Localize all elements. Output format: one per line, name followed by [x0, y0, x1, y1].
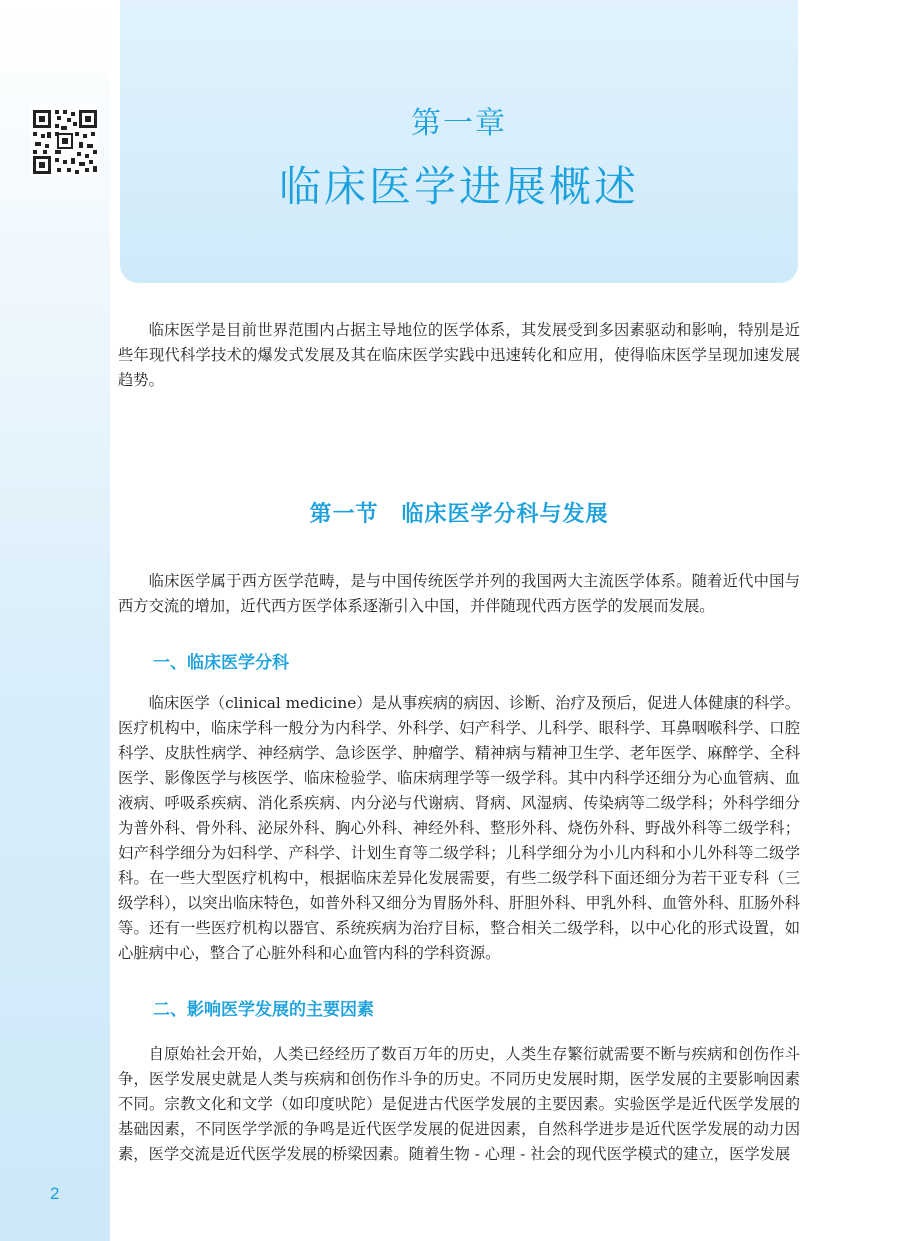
section-intro-paragraph: 临床医学属于西方医学范畴，是与中国传统医学并列的我国两大主流医学体系。随着近代中国与西方交流的增加，近代西方医学体系逐渐引入中国，并伴随现代西方医学的发展而发展。	[118, 572, 800, 615]
chapter-number: 第一章	[411, 106, 507, 141]
chapter-header-banner	[120, 0, 798, 283]
chapter-title: 临床医学进展概述	[278, 162, 639, 211]
subsection-title-classification: 一、临床医学分科	[153, 653, 289, 673]
subsection-paragraph-classification: 临床医学（clinical medicine）是从事疾病的病因、诊断、治疗及预后，促进人体健康的科学。医疗机构中，临床学科一般分为内科学、外科学、妇产科学、儿科学、眼科学、耳鼻咽喉科学、口腔科学、皮肤性病学、神经病学、急诊医学、肿瘤学、精神病与精神卫生学、老年医学、麻醉学、全科医学、影像医学与核医学、临床检验学、临床病理学等一级学科。其中内科学还细分为心血管病、血液病、呼吸系疾病、消化系疾病、内分泌与代谢病、肾病、风湿病、传染病等二级学科；外科学细分为普外科、骨外科、泌尿外科、胸心外科、神经外科、整形外科、烧伤外科、野战外科等二级学科；妇产科学细分为妇科学、产科学、计划生育等二级学科；儿科学细分为小儿内科和小儿外科等二级学科。在一些大型医疗机构中，根据临床差异化发展需要，有些二级学科下面还细分为若干亚专科（三级学科），以突出临床特色，如普外科又细分为胃肠外科、肝胆外科、甲乳外科、血管外科、肛肠外科等。还有一些医疗机构以器官、系统疾病为治疗目标，整合相关二级学科，以中心化的形式设置，如心脏病中心，整合了心脏外科和心血管内科的学科资源。	[118, 694, 800, 962]
qr-code-icon	[31, 104, 99, 176]
page-side-strip	[0, 0, 110, 1241]
page-number: 2	[50, 1184, 60, 1203]
chapter-intro-paragraph: 临床医学是目前世界范围内占据主导地位的医学体系，其发展受到多因素驱动和影响，特别是近些年现代科学技术的爆发式发展及其在临床医学实践中迅速转化和应用，使得临床医学呈现加速发展趋势。	[118, 321, 800, 389]
subsection-title-factors: 二、影响医学发展的主要因素	[153, 1000, 374, 1020]
subsection-paragraph-factors: 自原始社会开始，人类已经经历了数百万年的历史，人类生存繁衍就需要不断与疾病和创伤作斗争，医学发展史就是人类与疾病和创伤作斗争的历史。不同历史发展时期，医学发展的主要影响因素不同。宗教文化和文学（如印度吠陀）是促进古代医学发展的主要因素。实验医学是近代医学发展的基础因素，不同医学学派的争鸣是近代医学发展的促进因素，自然科学进步是近代医学发展的动力因素，医学交流是近代医学发展的桥梁因素。随着生物 - 心理 - 社会的现代医学模式的建立，医学发展	[118, 1045, 800, 1163]
section-title: 第一节 临床医学分科与发展	[309, 502, 609, 527]
